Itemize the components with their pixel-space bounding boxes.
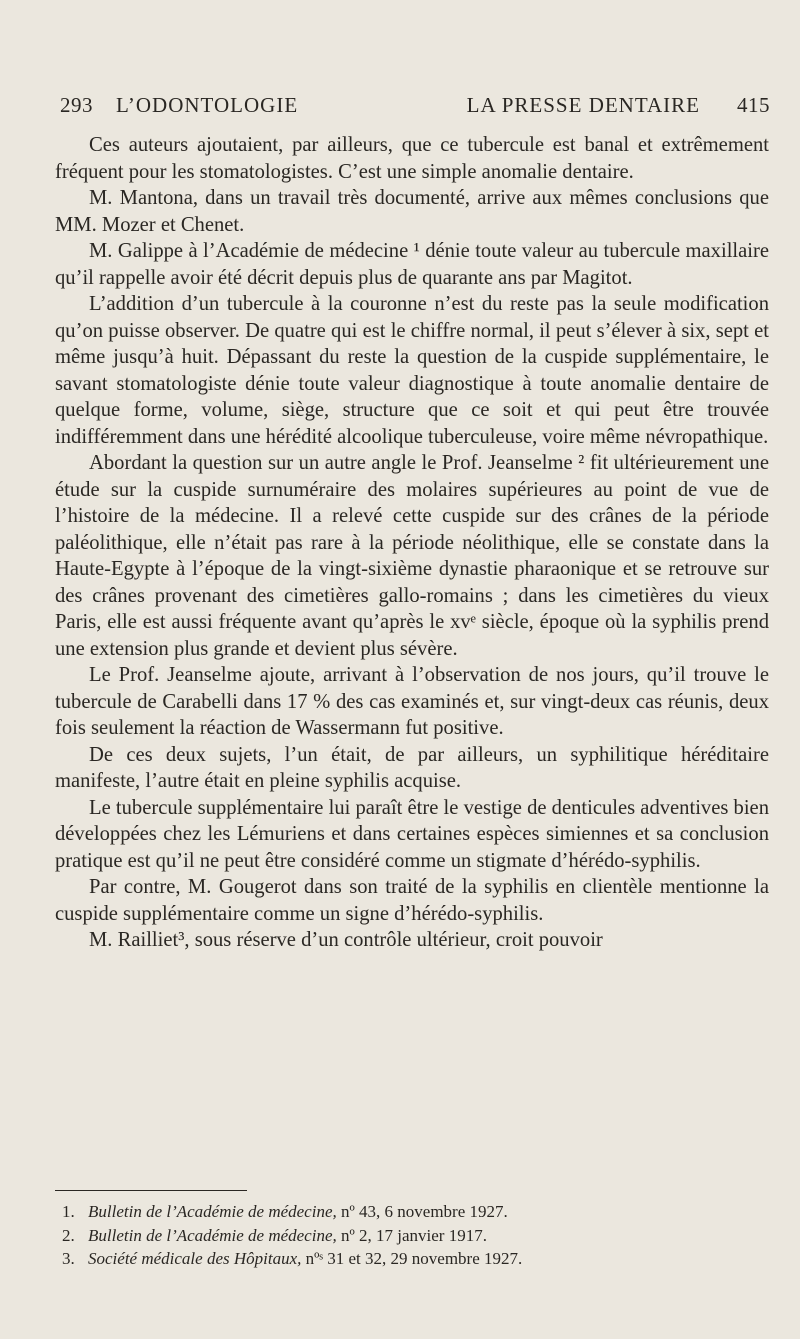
right-journal-title: LA PRESSE DENTAIRE — [466, 93, 700, 117]
footnote-detail: nºˢ 31 et 32, 29 novembre 1927. — [305, 1249, 523, 1268]
right-page-number: 415 — [737, 93, 770, 117]
footnote-title: Bulletin de l’Académie de médecine, — [88, 1225, 337, 1245]
footnotes — [62, 1200, 762, 1271]
paragraph: Ces auteurs ajoutaient, par ailleurs, que ce tubercule est banal et extrêmement fréquent pour les stomatologistes. C’est une simple anomalie dentaire. — [55, 134, 769, 183]
footnote — [62, 1224, 762, 1248]
paragraph: L’addition d’un tubercule à la couronne n’est du reste pas la seule modification qu’on puisse observer. De quatre qui est le chiffre normal, il peut s’élever à six, sept et même jusqu’à huit. Dépassant du reste la question de la cuspide supplémentaire, le savant stomatologiste dénie toute valeur diagnostique à toute anomalie dentaire de quelque forme, volume, siège, structure que ce soit et qui peut être trouvée indifféremment dans une hérédité alcoolique tuberculeuse, voire même névropathique. — [55, 293, 769, 448]
running-header — [60, 93, 770, 121]
paragraph: M. Mantona, dans un travail très documenté, arrive aux mêmes conclusions que MM. Mozer et Chenet. — [55, 187, 769, 236]
footnote — [62, 1247, 762, 1271]
body-text — [55, 132, 769, 954]
footnote-divider — [55, 1190, 247, 1191]
footnote-number: 1. — [62, 1202, 75, 1221]
footnote-number: 2. — [62, 1225, 75, 1245]
left-page-number: 293 — [60, 93, 93, 117]
paragraph: Le tubercule supplémentaire lui paraît être le vestige de denticules adventives bien développées chez les Lémuriens et dans certaines espèces simiennes et sa conclusion pratique est qu’il ne peut être considéré comme un stigmate d’hérédo-syphilis. — [55, 796, 769, 872]
footnote-number: 3. — [62, 1249, 75, 1268]
footnote-detail: nº 2, 17 janvier 1917. — [341, 1225, 487, 1245]
footnote-title: Société médicale des Hôpitaux, — [88, 1249, 302, 1268]
paragraph: Par contre, M. Gougerot dans son traité de la syphilis en clientèle mentionne la cuspide supplémentaire comme un signe d’hérédo-syphilis. — [55, 876, 769, 925]
paragraph: M. Galippe à l’Académie de médecine ¹ dénie toute valeur au tubercule maxillaire qu’il rappelle avoir été décrit depuis plus de quarante ans par Magitot. — [55, 240, 769, 289]
paragraph: Le Prof. Jeanselme ajoute, arrivant à l’observation de nos jours, qu’il trouve le tubercule de Carabelli dans 17 % des cas examinés et, sur vingt-deux cas réunis, deux fois seulement la réaction de Wassermann fut positive. — [55, 664, 769, 739]
left-journal-title: L’ODONTOLOGIE — [116, 93, 299, 117]
footnote-detail: nº 43, 6 novembre 1927. — [341, 1202, 508, 1221]
footnote-title: Bulletin de l’Académie de médecine, — [88, 1202, 337, 1221]
paragraph: De ces deux sujets, l’un était, de par ailleurs, un syphilitique héréditaire manifeste, l’autre était en pleine syphilis acquise. — [55, 743, 769, 792]
paragraph: Abordant la question sur un autre angle le Prof. Jeanselme ² fit ultérieurement une étude sur la cuspide surnuméraire des molaires supérieures au point de vue de l’histoire de la médecine. Il a relevé cette cuspide sur des crânes de la période paléolithique, elle n’était pas rare à la période néolithique, elle se constate dans la Haute-Egypte à l’époque de la vingt-sixième dynastie pharaonique et se retrouve sur des crânes provenant des cimetières gallo-romains ; dans les cimetières du vieux Paris, elle est aussi fréquente avant qu’après le xvᵉ siècle, époque où la syphilis prend une extension plus grande et devient plus sévère. — [55, 452, 769, 660]
footnote — [62, 1200, 762, 1224]
paragraph: M. Railliet³, sous réserve d’un contrôle ultérieur, croit pouvoir — [89, 929, 603, 951]
